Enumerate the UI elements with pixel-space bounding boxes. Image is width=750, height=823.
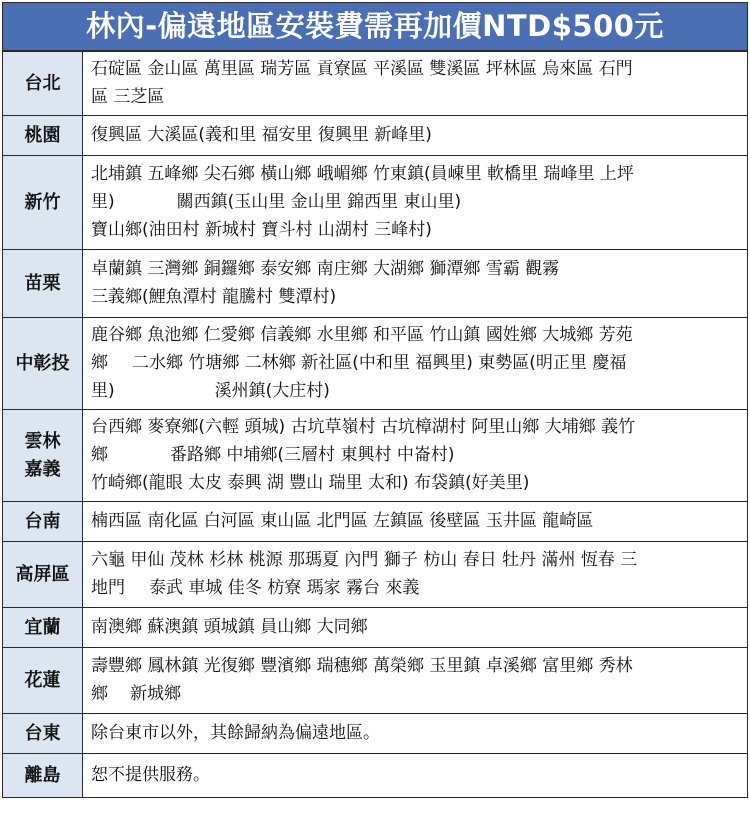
table-row: [3, 318, 748, 410]
table-row: [3, 714, 748, 754]
region-label: 高屏區: [3, 542, 83, 608]
table-row: [3, 648, 748, 714]
region-label: 新竹: [3, 156, 83, 250]
area-list: 壽豐鄉 鳳林鎮 光復鄉 豐濱鄉 瑞穗鄉 萬榮鄉 玉里鎮 卓溪鄉 富里鄉 秀林 鄉 新城鄉: [83, 648, 748, 714]
area-list: 石碇區 金山區 萬里區 瑞芳區 貢寮區 平溪區 雙溪區 坪林區 烏來區 石門 區 三芝區: [83, 52, 748, 116]
table-row: [3, 608, 748, 648]
area-list: 卓蘭鎮 三灣鄉 銅鑼鄉 泰安鄉 南庄鄉 大湖鄉 獅潭鄉 雪霸 觀霧 三義鄉(鯉魚潭村 龍騰村 雙潭村): [83, 250, 748, 318]
area-list: 北埔鎮 五峰鄉 尖石鄉 橫山鄉 峨嵋鄉 竹東鎮(員崠里 軟橋里 瑞峰里 上坪 里) 關西鎮(玉山里 金山里 錦西里 東山里) 寶山鄉(油田村 新城村 寶斗村 山湖村 三峰村): [83, 156, 748, 250]
region-label: 苗栗: [3, 250, 83, 318]
region-label: 台北: [3, 52, 83, 116]
region-label: 花蓮: [3, 648, 83, 714]
region-label: 台南: [3, 502, 83, 542]
area-list: 楠西區 南化區 白河區 東山區 北門區 左鎮區 後壁區 玉井區 龍崎區: [83, 502, 748, 542]
area-list: 恕不提供服務。: [83, 754, 748, 798]
surcharge-notice: [2, 2, 748, 798]
region-label: 中彰投: [3, 318, 83, 410]
region-label: 台東: [3, 714, 83, 754]
region-label: 桃園: [3, 116, 83, 156]
area-list: 南澳鄉 蘇澳鎮 頭城鎮 員山鄉 大同鄉: [83, 608, 748, 648]
table-row: [3, 502, 748, 542]
remote-areas-table: [2, 51, 748, 798]
region-label: 宜蘭: [3, 608, 83, 648]
area-list: 台西鄉 麥寮鄉(六輕 頭城) 古坑草嶺村 古坑樟湖村 阿里山鄉 大埔鄉 義竹 鄉 番路鄉 中埔鄉(三層村 東興村 中崙村) 竹崎鄉(龍眼 太皮 泰興 湖 豐山 瑞里 太和) 布袋鎮(好美里): [83, 410, 748, 502]
area-list: 六龜 甲仙 茂林 杉林 桃源 那瑪夏 內門 獅子 枋山 春日 牡丹 滿州 恆春 三 地門 泰武 車城 佳冬 枋寮 瑪家 霧台 來義: [83, 542, 748, 608]
area-list: 鹿谷鄉 魚池鄉 仁愛鄉 信義鄉 水里鄉 和平區 竹山鎮 國姓鄉 大城鄉 芳苑 鄉 二水鄉 竹塘鄉 二林鄉 新社區(中和里 福興里) 東勢區(明正里 慶福 里) 溪州鎮(大庄村): [83, 318, 748, 410]
table-row: [3, 116, 748, 156]
region-label: 雲林 嘉義: [3, 410, 83, 502]
table-row: [3, 410, 748, 502]
area-list: 除台東市以外，其餘歸納為偏遠地區。: [83, 714, 748, 754]
table-row: [3, 754, 748, 798]
area-list: 復興區 大溪區(義和里 福安里 復興里 新峰里): [83, 116, 748, 156]
table-row: [3, 52, 748, 116]
page-title: 林內-偏遠地區安裝費需再加價NTD$500元: [2, 2, 748, 51]
table-row: [3, 250, 748, 318]
table-row: [3, 156, 748, 250]
region-label: 離島: [3, 754, 83, 798]
table-row: [3, 542, 748, 608]
